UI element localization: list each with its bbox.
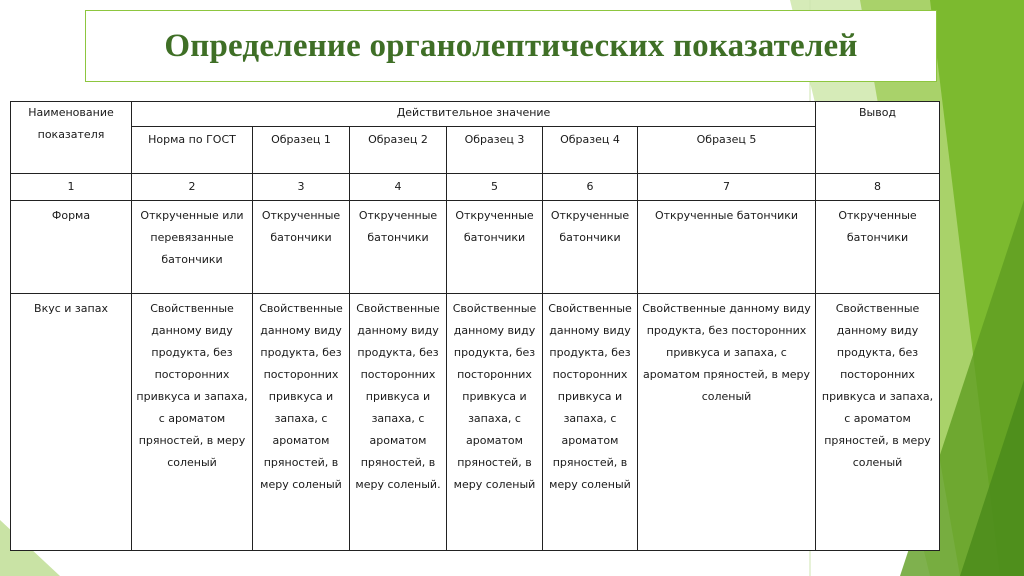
column-number: 3 (253, 174, 350, 201)
table-cell: Открученные батончики (543, 201, 638, 294)
row-label-form: Форма (11, 201, 132, 294)
column-number: 7 (638, 174, 816, 201)
header-sample-1: Образец 1 (253, 127, 350, 174)
table-cell: Свойственные данному виду продукта, без посторонних привкуса и запаха, с ароматом пряностей, в меру соленый (253, 294, 350, 551)
header-sample-4: Образец 4 (543, 127, 638, 174)
table-cell: Открученные батончики (638, 201, 816, 294)
table-cell: Свойственные данному виду продукта, без посторонних привкуса и запаха, с ароматом пряностей, в меру соленый. (350, 294, 447, 551)
page-title: Определение органолептических показателей (164, 27, 858, 64)
table-row-form (11, 201, 940, 294)
header-sample-5: Образец 5 (638, 127, 816, 174)
table-row-taste-smell (11, 294, 940, 551)
column-number: 1 (11, 174, 132, 201)
table-cell: Открученные батончики (447, 201, 543, 294)
column-number: 6 (543, 174, 638, 201)
table-cell: Открученные батончики (350, 201, 447, 294)
column-number: 8 (816, 174, 940, 201)
header-sample-2: Образец 2 (350, 127, 447, 174)
table-cell: Открученные батончики (816, 201, 940, 294)
table-cell: Свойственные данному виду продукта, без посторонних привкуса и запаха, с ароматом пряностей, в меру соленый (447, 294, 543, 551)
title-box (85, 10, 937, 82)
table-cell: Открученные батончики (253, 201, 350, 294)
column-number: 2 (132, 174, 253, 201)
column-number: 4 (350, 174, 447, 201)
table-cell: Открученные или перевязанные батончики (132, 201, 253, 294)
table-cell: Свойственные данному виду продукта, без посторонних привкуса и запаха, с ароматом пряностей, в меру соленый (543, 294, 638, 551)
column-number: 5 (447, 174, 543, 201)
table-cell: Свойственные данному виду продукта, без посторонних привкуса и запаха, с ароматом пряностей, в меру соленый (816, 294, 940, 551)
organoleptic-table (10, 101, 940, 551)
row-label-taste-smell: Вкус и запах (11, 294, 132, 551)
header-sample-3: Образец 3 (447, 127, 543, 174)
table-cell: Свойственные данному виду продукта, без посторонних привкуса и запаха, с ароматом пряностей, в меру соленый (132, 294, 253, 551)
table-cell: Свойственные данному виду продукта, без посторонних привкуса и запаха, с ароматом пряностей, в меру соленый (638, 294, 816, 551)
header-actual-value: Действительное значение (132, 102, 816, 127)
header-conclusion: Вывод (816, 102, 940, 174)
header-gost-norm: Норма по ГОСТ (132, 127, 253, 174)
header-name-column: Наименование показателя (11, 102, 132, 174)
table-row-numbers (11, 174, 940, 201)
